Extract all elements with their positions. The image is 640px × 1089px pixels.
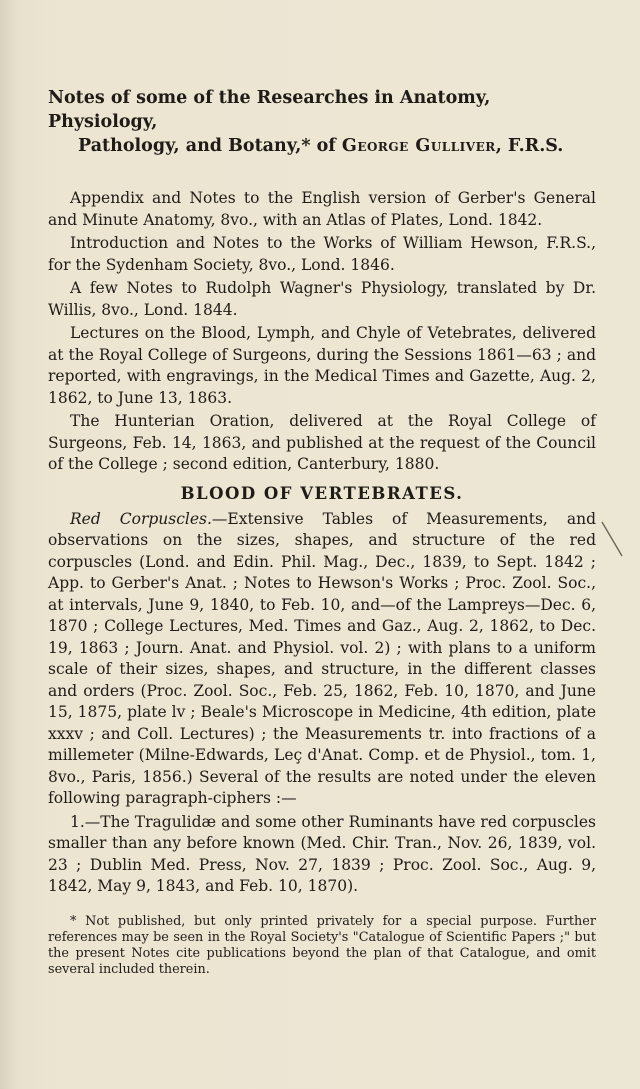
title-line-2-prefix: Pathology, and Botany,* of	[78, 136, 342, 156]
paragraph-body: —Extensive Tables of Measurements, and observations on the sizes, shapes, and structure of the red corpuscles (Lond. and Edin. Phil. Mag., Dec., 1839, to Sept. 1842 ; App. to Gerber's Anat. ; Notes to Hewson's Works ; Proc. Zool. Soc., at intervals, June 9, 1840, to Feb. 10, and—of the Lampreys—Dec. 6, 1870 ; College Lectures, Med. Times and Gaz., Aug. 2, 1862, to Dec. 19, 1863 ; Journ. Anat. and Physiol. vol. 2) ; with plans to a uniform scale of their sizes, shapes, and structure, in the different classes and orders (Proc. Zool. Soc., Feb. 25, 1862, Feb. 10, 1870, and June 15, 1875, plate lv ; Beale's Microscope in Medicine, 4th edition, plate xxxv ; and Coll. Lectures) ; the Measurements tr. into fractions of a millemeter (Milne-Edwards, Leç d'Anat. Comp. et de Physiol., tom. 1, 8vo., Paris, 1856.) Several of the results are noted under the eleven following paragraph-ciphers :—	[48, 509, 596, 807]
footnote: * Not published, but only printed privately for a special purpose. Further references may be seen in the Royal Society's "Catalogue of Scientific Papers ;" but the present Notes cite publications beyond the plan of that Catalogue, and omit several included therein.	[48, 913, 596, 977]
publication-entry: A few Notes to Rudolph Wagner's Physiology, translated by Dr. Willis, 8vo., Lond. 1844.	[48, 279, 596, 319]
publication-entry: The Hunterian Oration, delivered at the Royal College of Surgeons, Feb. 14, 1863, and published at the request of the Council of the College ; second edition, Canterbury, 1880.	[48, 412, 596, 473]
publication-list	[48, 188, 596, 476]
title-line-2-suffix: , F.R.S.	[495, 136, 564, 156]
publication-entry: Lectures on the Blood, Lymph, and Chyle of Vetebrates, delivered at the Royal College of Surgeons, during the Sessions 1861—63 ; and reported, with engravings, in the Medical Times and Gazette, Aug. 2, 1862, to June 13, 1863.	[48, 324, 596, 407]
title-line-1: Notes of some of the Researches in Anatomy, Physiology,	[48, 88, 491, 132]
page-content	[48, 86, 596, 990]
publication-entry: Introduction and Notes to the Works of William Hewson, F.R.S., for the Sydenham Society, 8vo., Lond. 1846.	[48, 234, 596, 274]
publication-entry: Appendix and Notes to the English version of Gerber's General and Minute Anatomy, 8vo., with an Atlas of Plates, Lond. 1842.	[48, 189, 596, 229]
numbered-paragraph-1: 1.—The Tragulidæ and some other Ruminants have red corpuscles smaller than any before known (Med. Chir. Tran., Nov. 26, 1839, vol. 23 ; Dublin Med. Press, Nov. 27, 1839 ; Proc. Zool. Soc., Aug. 9, 1842, May 9, 1843, and Feb. 10, 1870).	[48, 812, 596, 895]
paragraph-lead-italic: Red Corpuscles.	[70, 509, 212, 528]
section-body-paragraph	[48, 509, 596, 810]
margin-pencil-mark	[598, 520, 626, 560]
author-name: George Gulliver	[341, 136, 496, 156]
title-line-2	[48, 134, 596, 158]
page-title	[48, 86, 596, 158]
section-heading: BLOOD OF VERTEBRATES.	[180, 483, 464, 503]
